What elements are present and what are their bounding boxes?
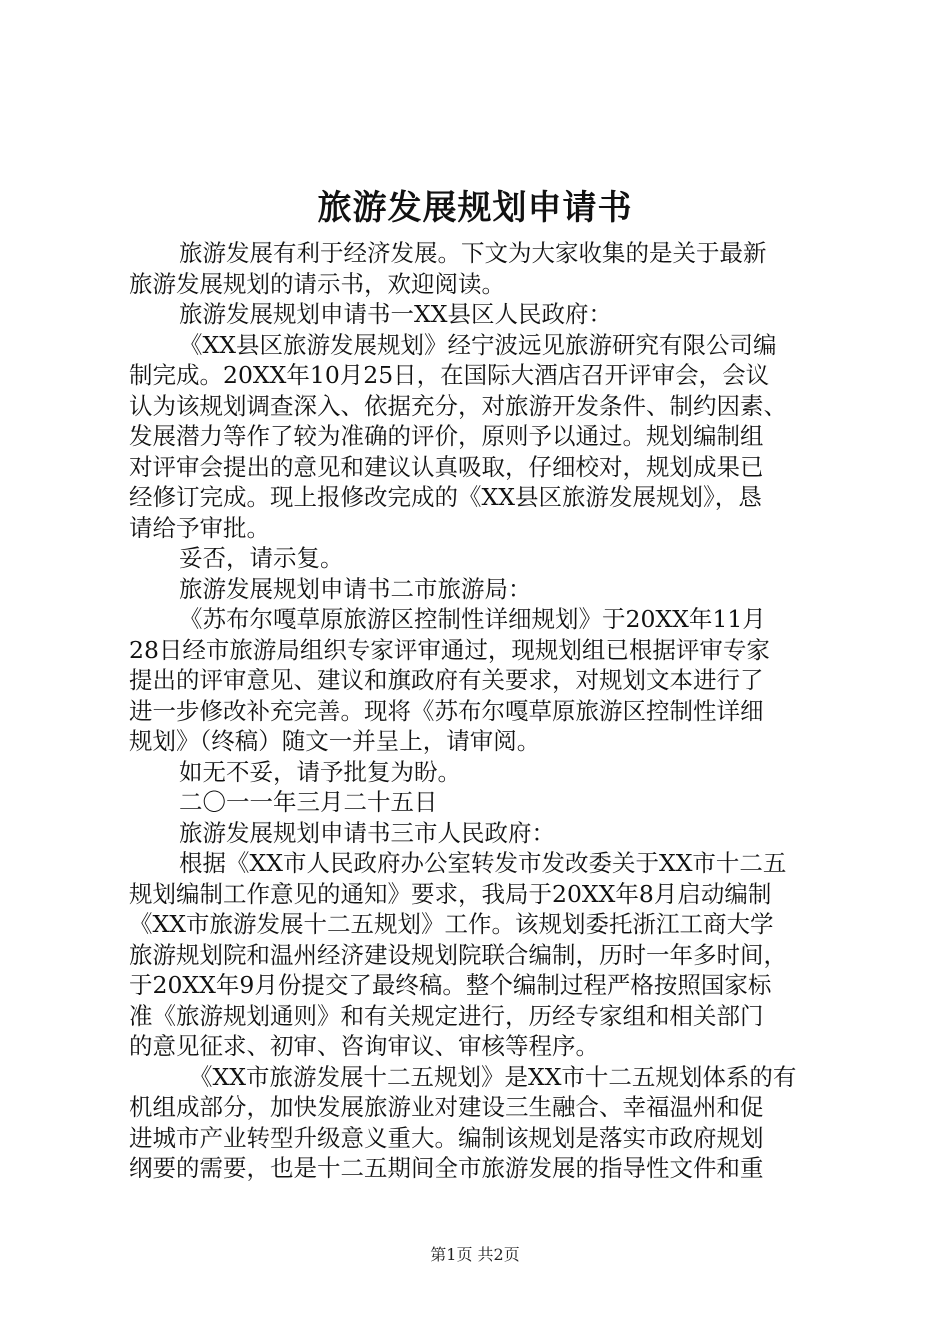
page-footer: 第1页 共2页	[430, 1245, 520, 1264]
text-line: 请给予审批。	[129, 513, 270, 542]
text-line: 《XX县区旅游发展规划》经宁波远见旅游研究有限公司编	[179, 330, 777, 359]
text-line: 旅游发展规划申请书一XX县区人民政府：	[179, 300, 612, 328]
text-line: 旅游发展规划申请书二市旅游局：	[179, 574, 532, 603]
document-title: 旅游发展规划申请书	[317, 188, 633, 228]
text-line: 机组成部分，加快发展旅游业对建设三生融合、幸福温州和促	[129, 1093, 764, 1121]
text-line: 对评审会提出的意见和建议认真吸取，仔细校对，规划成果已	[129, 452, 764, 481]
text-line: 《XX市旅游发展十二五规划》工作。该规划委托浙江工商大学	[129, 910, 774, 938]
text-line: 二〇一一年三月二十五日	[179, 788, 438, 816]
text-line: 提出的评审意见、建议和旗政府有关要求，对规划文本进行了	[129, 666, 764, 694]
text-line: 旅游发展有利于经济发展。下文为大家收集的是关于最新	[179, 239, 767, 267]
text-line: 《苏布尔嘎草原旅游区控制性详细规划》于20XX年11月	[179, 605, 766, 633]
text-line: 根据《XX市人民政府办公室转发市发改委关于XX市十二五	[179, 849, 787, 877]
text-line: 规划编制工作意见的通知》要求，我局于20XX年8月启动编制	[129, 879, 772, 908]
text-line: 进城市产业转型升级意义重大。编制该规划是落实市政府规划	[129, 1123, 764, 1152]
text-line: 如无不妥，请予批复为盼。	[179, 757, 461, 786]
text-line: 旅游发展规划的请示书，欢迎阅读。	[129, 269, 505, 298]
text-line: 旅游规划院和温州经济建设规划院联合编制，历时一年多时间，	[129, 940, 787, 969]
text-line: 《XX市旅游发展十二五规划》是XX市十二五规划体系的有	[189, 1062, 797, 1091]
text-line: 经修订完成。现上报修改完成的《XX县区旅游发展规划》，恳	[129, 483, 762, 511]
text-line: 认为该规划调查深入、依据充分，对旅游开发条件、制约因素、	[129, 391, 787, 420]
text-line: 妥否，请示复。	[179, 544, 344, 572]
text-line: 纲要的需要，也是十二五期间全市旅游发展的指导性文件和重	[129, 1154, 764, 1182]
text-line: 进一步修改补充完善。现将《苏布尔嘎草原旅游区控制性详细	[129, 696, 764, 725]
text-line: 于20XX年9月份提交了最终稿。整个编制过程严格按照国家标	[129, 971, 772, 999]
text-line: 准《旅游规划通则》和有关规定进行，历经专家组和相关部门	[129, 1001, 764, 1030]
text-line: 规划》（终稿）随文一并呈上，请审阅。	[129, 727, 541, 755]
text-line: 制完成。20XX年10月25日，在国际大酒店召开评审会，会议	[129, 361, 770, 389]
text-line: 28日经市旅游局组织专家评审通过，现规划组已根据评审专家	[129, 635, 770, 664]
document-body	[129, 238, 829, 1184]
text-line: 旅游发展规划申请书三市人民政府：	[179, 818, 555, 847]
text-line: 发展潜力等作了较为准确的评价，原则予以通过。规划编制组	[129, 422, 764, 450]
text-line: 的意见征求、初审、咨询审议、审核等程序。	[129, 1032, 599, 1060]
